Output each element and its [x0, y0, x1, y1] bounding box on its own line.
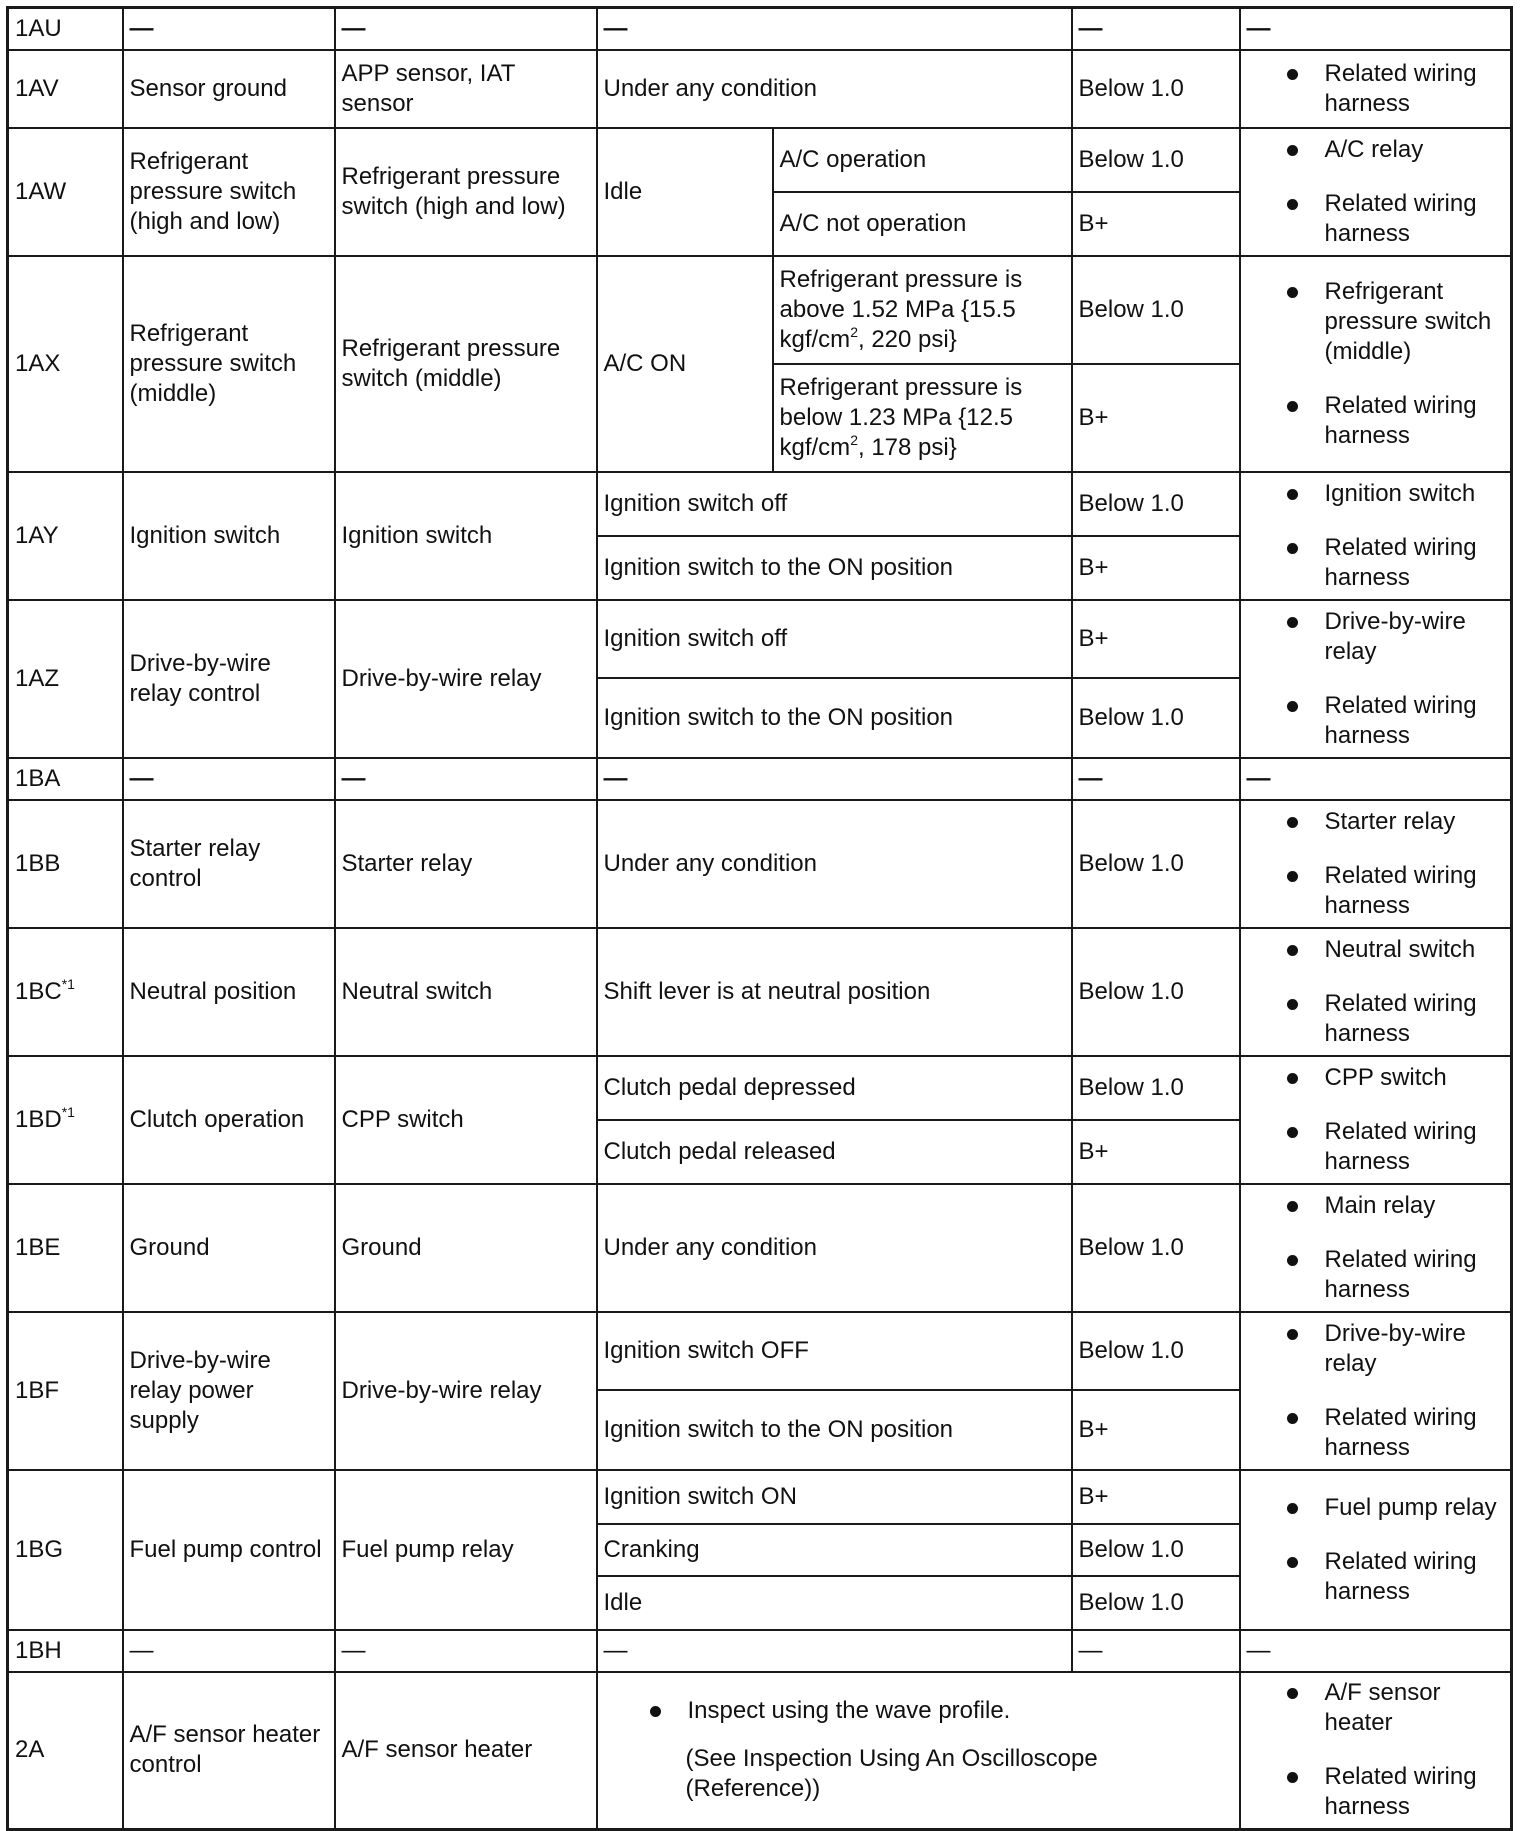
terminal-cell: 1AX: [8, 256, 123, 472]
signal-name-cell: Ignition switch: [123, 472, 335, 600]
signal-name-cell: Sensor ground: [123, 50, 335, 128]
dash-cell: —: [335, 1630, 597, 1672]
action-cell: [1240, 1184, 1512, 1312]
test-condition-cell: Under any condition: [597, 1184, 1072, 1312]
list-item: CPP switch: [1247, 1063, 1505, 1093]
table-row: [8, 8, 1512, 50]
list-item: Related wiring harness: [1247, 691, 1505, 751]
terminal-cell: 1AZ: [8, 600, 123, 758]
connected-to-cell: Refrigerant pressure switch (middle): [335, 256, 597, 472]
action-cell: [1240, 800, 1512, 928]
signal-name-cell: Refrigerant pressure switch (middle): [123, 256, 335, 472]
voltage-cell: Below 1.0: [1072, 928, 1240, 1056]
signal-name-cell: Ground: [123, 1184, 335, 1312]
list-item: Related wiring harness: [1247, 189, 1505, 249]
dash-cell: —: [335, 758, 597, 800]
dash-cell: —: [335, 8, 597, 50]
list-item: Related wiring harness: [1247, 1403, 1505, 1463]
voltage-cell: B+: [1072, 192, 1240, 256]
signal-name-cell: Clutch operation: [123, 1056, 335, 1184]
terminal-cell: 1AY: [8, 472, 123, 600]
voltage-cell: B+: [1072, 1390, 1240, 1470]
table-row: [8, 1630, 1512, 1672]
test-condition-cell: Ignition switch to the ON position: [597, 1390, 1072, 1470]
test-condition-cell: A/C ON: [597, 256, 773, 472]
dash-cell: —: [597, 1630, 1072, 1672]
terminal-cell: 1BB: [8, 800, 123, 928]
test-condition-cell: Shift lever is at neutral position: [597, 928, 1072, 1056]
signal-name-cell: Drive-by-wire relay control: [123, 600, 335, 758]
test-condition-cell: Idle: [597, 128, 773, 256]
table-row: [8, 1672, 1512, 1830]
table-row: [8, 128, 1512, 192]
voltage-cell: B+: [1072, 364, 1240, 472]
table-row: [8, 1184, 1512, 1312]
wave-profile-note-cell: [597, 1672, 1240, 1830]
list-item: Fuel pump relay: [1247, 1493, 1505, 1523]
terminal-cell: 1BG: [8, 1470, 123, 1630]
table-row: [8, 1470, 1512, 1524]
terminal-cell: 1BE: [8, 1184, 123, 1312]
connected-to-cell: Neutral switch: [335, 928, 597, 1056]
connected-to-cell: Drive-by-wire relay: [335, 1312, 597, 1470]
sub-condition-cell: Refrigerant pressure is above 1.52 MPa {15.5 kgf/$cm^2$, 220 psi}: [773, 256, 1072, 364]
sub-condition-cell: Refrigerant pressure is below 1.23 MPa {12.5 kgf/$cm^2$, 178 psi}: [773, 364, 1072, 472]
list-item: Ignition switch: [1247, 479, 1505, 509]
voltage-cell: Below 1.0: [1072, 1056, 1240, 1120]
list-item: Related wiring harness: [1247, 1762, 1505, 1822]
table-row: [8, 1312, 1512, 1390]
table-row: [8, 800, 1512, 928]
list-item: Inspect using the wave profile.: [610, 1696, 1233, 1726]
table-row: [8, 928, 1512, 1056]
list-item: Starter relay: [1247, 807, 1505, 837]
sub-condition-cell: A/C not operation: [773, 192, 1072, 256]
test-condition-cell: Ignition switch to the ON position: [597, 678, 1072, 758]
list-item: Related wiring harness: [1247, 533, 1505, 593]
connected-to-cell: Starter relay: [335, 800, 597, 928]
connected-to-cell: Ground: [335, 1184, 597, 1312]
terminal-cell: 1BF: [8, 1312, 123, 1470]
connected-to-cell: A/F sensor heater: [335, 1672, 597, 1830]
list-item: Related wiring harness: [1247, 1117, 1505, 1177]
list-item: Drive-by-wire relay: [1247, 607, 1505, 667]
action-cell: [1240, 600, 1512, 758]
oscilloscope-reference-text: (See Inspection Using An Oscilloscope (Reference)): [685, 1745, 1098, 1803]
list-item: A/F sensor heater: [1247, 1678, 1505, 1738]
action-cell: [1240, 1312, 1512, 1470]
connected-to-cell: CPP switch: [335, 1056, 597, 1184]
test-condition-cell: Clutch pedal released: [597, 1120, 1072, 1184]
signal-name-cell: A/F sensor heater control: [123, 1672, 335, 1830]
test-condition-cell: Clutch pedal depressed: [597, 1056, 1072, 1120]
terminal-cell: 1AV: [8, 50, 123, 128]
voltage-cell: Below 1.0: [1072, 128, 1240, 192]
action-cell: [1240, 128, 1512, 256]
voltage-cell: Below 1.0: [1072, 1184, 1240, 1312]
test-condition-cell: Ignition switch to the ON position: [597, 536, 1072, 600]
test-condition-cell: Ignition switch ON: [597, 1470, 1072, 1524]
terminal-cell: 1BC$^{*1}$: [8, 928, 123, 1056]
test-condition-cell: Ignition switch off: [597, 472, 1072, 536]
action-cell: [1240, 1470, 1512, 1630]
dash-cell: —: [1240, 758, 1512, 800]
dash-cell: —: [1240, 1630, 1512, 1672]
signal-name-cell: Drive-by-wire relay power supply: [123, 1312, 335, 1470]
terminal-cell: 1BH: [8, 1630, 123, 1672]
table-row: [8, 600, 1512, 678]
table-row: [8, 50, 1512, 128]
signal-name-cell: Neutral position: [123, 928, 335, 1056]
list-item: Refrigerant pressure switch (middle): [1247, 277, 1505, 367]
dash-cell: —: [123, 1630, 335, 1672]
action-cell: [1240, 1672, 1512, 1830]
table-row: [8, 472, 1512, 536]
connected-to-cell: Drive-by-wire relay: [335, 600, 597, 758]
action-cell: [1240, 256, 1512, 472]
table-row: [8, 1056, 1512, 1120]
action-cell: [1240, 1056, 1512, 1184]
voltage-cell: Below 1.0: [1072, 1312, 1240, 1390]
connected-to-cell: Refrigerant pressure switch (high and low): [335, 128, 597, 256]
list-item: Related wiring harness: [1247, 59, 1505, 119]
connected-to-cell: Ignition switch: [335, 472, 597, 600]
list-item: A/C relay: [1247, 135, 1505, 165]
action-cell: [1240, 928, 1512, 1056]
dash-cell: —: [597, 8, 1072, 50]
terminal-cell: 1AU: [8, 8, 123, 50]
test-condition-cell: Cranking: [597, 1524, 1072, 1576]
dash-cell: —: [1072, 758, 1240, 800]
test-condition-cell: Under any condition: [597, 800, 1072, 928]
voltage-cell: B+: [1072, 600, 1240, 678]
voltage-cell: Below 1.0: [1072, 256, 1240, 364]
table-row: [8, 256, 1512, 364]
list-item: Drive-by-wire relay: [1247, 1319, 1505, 1379]
action-cell: [1240, 472, 1512, 600]
terminal-cell: 1BA: [8, 758, 123, 800]
action-cell: [1240, 50, 1512, 128]
terminal-cell: 2A: [8, 1672, 123, 1830]
voltage-cell: B+: [1072, 536, 1240, 600]
list-item: Related wiring harness: [1247, 861, 1505, 921]
list-item: Related wiring harness: [1247, 989, 1505, 1049]
dash-cell: —: [1072, 1630, 1240, 1672]
dash-cell: —: [1240, 8, 1512, 50]
voltage-cell: Below 1.0: [1072, 50, 1240, 128]
sub-condition-cell: A/C operation: [773, 128, 1072, 192]
connected-to-cell: APP sensor, IAT sensor: [335, 50, 597, 128]
dash-cell: —: [123, 8, 335, 50]
voltage-cell: Below 1.0: [1072, 472, 1240, 536]
signal-name-cell: Refrigerant pressure switch (high and low): [123, 128, 335, 256]
signal-name-cell: Starter relay control: [123, 800, 335, 928]
list-item: Related wiring harness: [1247, 1547, 1505, 1607]
voltage-cell: B+: [1072, 1120, 1240, 1184]
voltage-cell: Below 1.0: [1072, 678, 1240, 758]
signal-name-cell: Fuel pump control: [123, 1470, 335, 1630]
voltage-cell: Below 1.0: [1072, 1524, 1240, 1576]
voltage-cell: Below 1.0: [1072, 800, 1240, 928]
voltage-cell: Below 1.0: [1072, 1576, 1240, 1630]
test-condition-cell: Under any condition: [597, 50, 1072, 128]
dash-cell: —: [1072, 8, 1240, 50]
list-item: Neutral switch: [1247, 935, 1505, 965]
terminal-cell: 1BD$^{*1}$: [8, 1056, 123, 1184]
test-condition-cell: Idle: [597, 1576, 1072, 1630]
test-condition-cell: Ignition switch off: [597, 600, 1072, 678]
table-row: [8, 758, 1512, 800]
list-item: Related wiring harness: [1247, 1245, 1505, 1305]
list-item: Related wiring harness: [1247, 391, 1505, 451]
dash-cell: —: [597, 758, 1072, 800]
connected-to-cell: Fuel pump relay: [335, 1470, 597, 1630]
list-item: Main relay: [1247, 1191, 1505, 1221]
voltage-cell: B+: [1072, 1470, 1240, 1524]
terminal-inspection-table: [6, 6, 1513, 1831]
dash-cell: —: [123, 758, 335, 800]
test-condition-cell: Ignition switch OFF: [597, 1312, 1072, 1390]
terminal-cell: 1AW: [8, 128, 123, 256]
